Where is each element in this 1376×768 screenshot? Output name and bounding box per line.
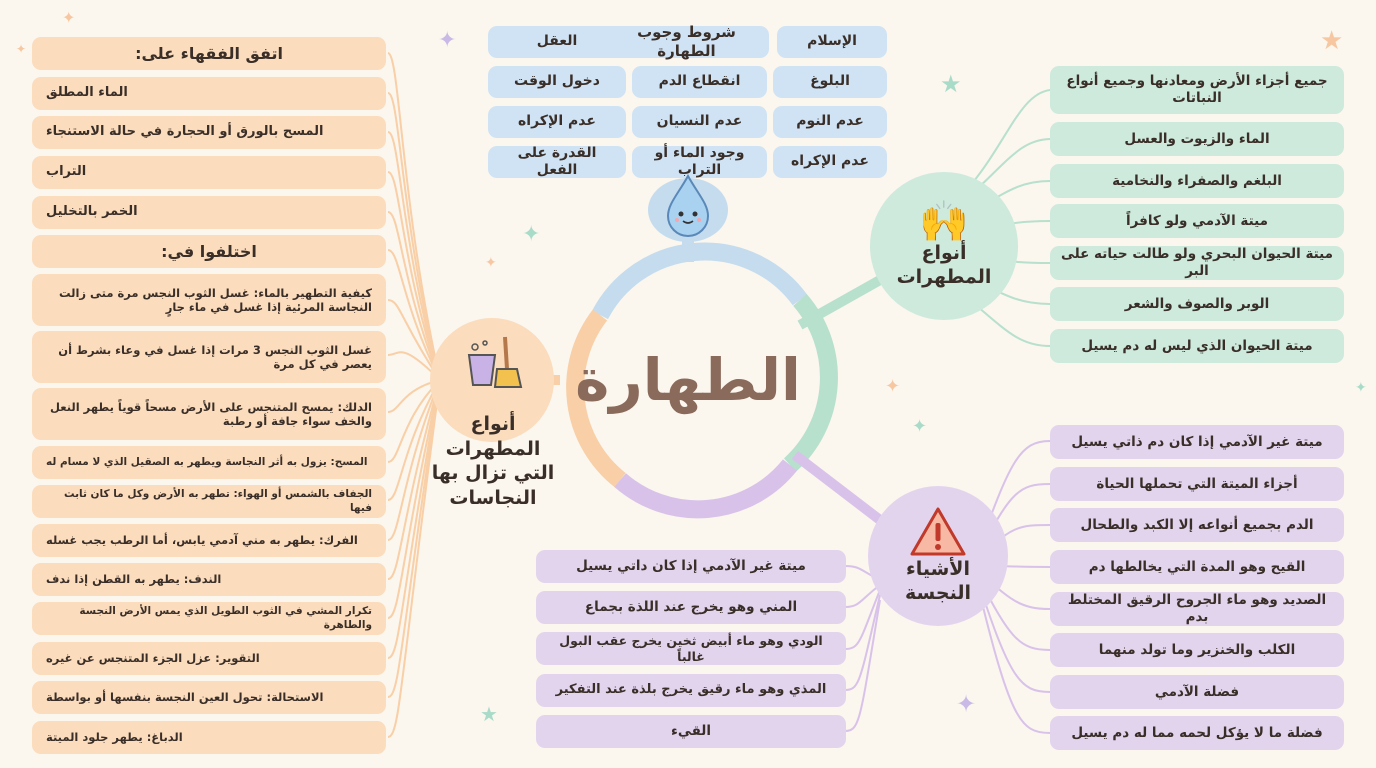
remover-agreed-item: الخمر بالتخليل: [32, 196, 386, 229]
condition-item: عدم الإكراه: [488, 106, 626, 138]
remover-disagreed-item: التقوير: عزل الجزء المتنجس عن غيره: [32, 642, 386, 675]
impurity-item: المذي وهو ماء رقيق يخرج بلذة عند التفكير: [536, 674, 846, 707]
purifier-item: ميتة الحيوان الذي ليس له دم يسيل: [1050, 329, 1344, 363]
remover-disagreed-item: الدلك: يمسح المتنجس على الأرض مسحاً قوياً يطهر النعل والخف سواء جافة أو رطبة: [32, 388, 386, 440]
remover-agreed-item: الماء المطلق: [32, 77, 386, 110]
remover-agreed-item: المسح بالورق أو الحجارة في حالة الاستنجاء: [32, 116, 386, 149]
impurity-item: المني وهو يخرج عند اللذة بجماع: [536, 591, 846, 624]
condition-item: العقل: [488, 26, 626, 58]
impurity-item: أجزاء الميتة التي تحملها الحياة: [1050, 467, 1344, 501]
impurities-node: [868, 486, 1008, 626]
remover-disagreed-item: تكرار المشي في الثوب الطويل الذي يمس الأرض النجسة والطاهرة: [32, 602, 386, 635]
disagreed-header: اختلفوا في:: [32, 235, 386, 268]
impurity-item: ميتة غير الآدمي إذا كان دم ذاتي يسيل: [1050, 425, 1344, 459]
hands-icon: 🙌: [919, 199, 969, 246]
remover-agreed-item: التراب: [32, 156, 386, 189]
star-icon: ✦: [885, 376, 901, 397]
condition-item: البلوغ: [773, 66, 887, 98]
purifier-item: جميع أجزاء الأرض ومعادنها وجميع أنواع النباتات: [1050, 66, 1344, 114]
impurity-item: فضلة ما لا يؤكل لحمه مما له دم يسيل: [1050, 716, 1344, 750]
purifier-item: الماء والزيوت والعسل: [1050, 122, 1344, 156]
star-icon: ★: [940, 70, 962, 98]
remover-disagreed-item: الاستحالة: تحول العين النجسة بنفسها أو بواسطة: [32, 681, 386, 714]
star-icon: ✦: [438, 28, 457, 53]
impurity-item: فضلة الآدمي: [1050, 675, 1344, 709]
star-icon: ✦: [62, 8, 76, 27]
removers-title: أنواع المطهرات التي تزال بها النجاسات: [431, 413, 555, 510]
purifier-item: البلغم والصفراء والنخامية: [1050, 164, 1344, 198]
condition-item: عدم النسيان: [632, 106, 767, 138]
star-icon: ✦: [16, 42, 27, 56]
impurity-item: الودي وهو ماء أبيض ثخين يخرج عقب البول غالباً: [536, 632, 846, 665]
star-icon: ✦: [912, 416, 928, 437]
star-icon: ✦: [956, 690, 977, 718]
impurities-title: الأشياء النجسة: [905, 558, 971, 604]
water-drop-icon: [660, 172, 716, 238]
purifiers-node: [870, 172, 1018, 320]
star-icon: ✦: [522, 222, 541, 247]
impurity-item: الكلب والخنزير وما تولد منهما: [1050, 633, 1344, 667]
condition-item: عدم الإكراه: [773, 146, 887, 178]
star-icon: ✦: [485, 255, 497, 271]
star-icon: ★: [1320, 26, 1344, 56]
impurity-item: القيح وهو المدة التي يخالطها دم: [1050, 550, 1344, 584]
remover-disagreed-item: الندف: يطهر به القطن إذا ندف: [32, 563, 386, 596]
warning-icon: [909, 506, 967, 558]
center-node: [568, 270, 808, 490]
agreed-header: اتفق الفقهاء على:: [32, 37, 386, 70]
bucket-broom-icon: [461, 335, 523, 389]
conditions-header: شروط وجوب الطهارة: [604, 26, 769, 58]
star-icon: ★: [480, 702, 498, 726]
remover-disagreed-item: غسل الثوب النجس 3 مرات إذا غسل في وعاء بشرط أن يعصر في كل مرة: [32, 331, 386, 383]
condition-item: الإسلام: [777, 26, 887, 58]
center-title: الطهارة: [575, 346, 801, 414]
purifier-item: ميتة الآدمي ولو كافراً: [1050, 204, 1344, 238]
condition-item: القدرة على الفعل: [488, 146, 626, 178]
remover-disagreed-item: الجفاف بالشمس أو الهواء: تطهر به الأرض وكل ما كان ثابت فيها: [32, 485, 386, 518]
condition-item: دخول الوقت: [488, 66, 626, 98]
remover-disagreed-item: كيفية التطهير بالماء: غسل الثوب النجس مرة متى زالت النجاسة المرئية إذا غسل في ماء جارٍ: [32, 274, 386, 326]
impurity-item: الصديد وهو ماء الجروح الرقيق المختلط بدم: [1050, 592, 1344, 626]
condition-item: وجود الماء أو التراب: [632, 146, 767, 178]
purifiers-title: أنواع المطهرات: [896, 242, 992, 288]
remover-disagreed-item: الفرك: يطهر به مني آدمي يابس، أما الرطب يجب غسله: [32, 524, 386, 557]
condition-item: انقطاع الدم: [632, 66, 767, 98]
condition-item: عدم النوم: [773, 106, 887, 138]
purifier-item: ميتة الحيوان البحري ولو طالت حياته على البر: [1050, 246, 1344, 280]
impurity-item: القيء: [536, 715, 846, 748]
remover-disagreed-item: المسح: يزول به أثر النجاسة ويطهر به الصقيل الذي لا مسام له: [32, 446, 386, 479]
impurity-item: ميتة غير الآدمي إذا كان داتي يسيل: [536, 550, 846, 583]
purifier-item: الوبر والصوف والشعر: [1050, 287, 1344, 321]
remover-disagreed-item: الدباغ: يطهر جلود الميتة: [32, 721, 386, 754]
star-icon: ✦: [1355, 380, 1367, 396]
impurity-item: الدم بجميع أنواعه إلا الكبد والطحال: [1050, 508, 1344, 542]
